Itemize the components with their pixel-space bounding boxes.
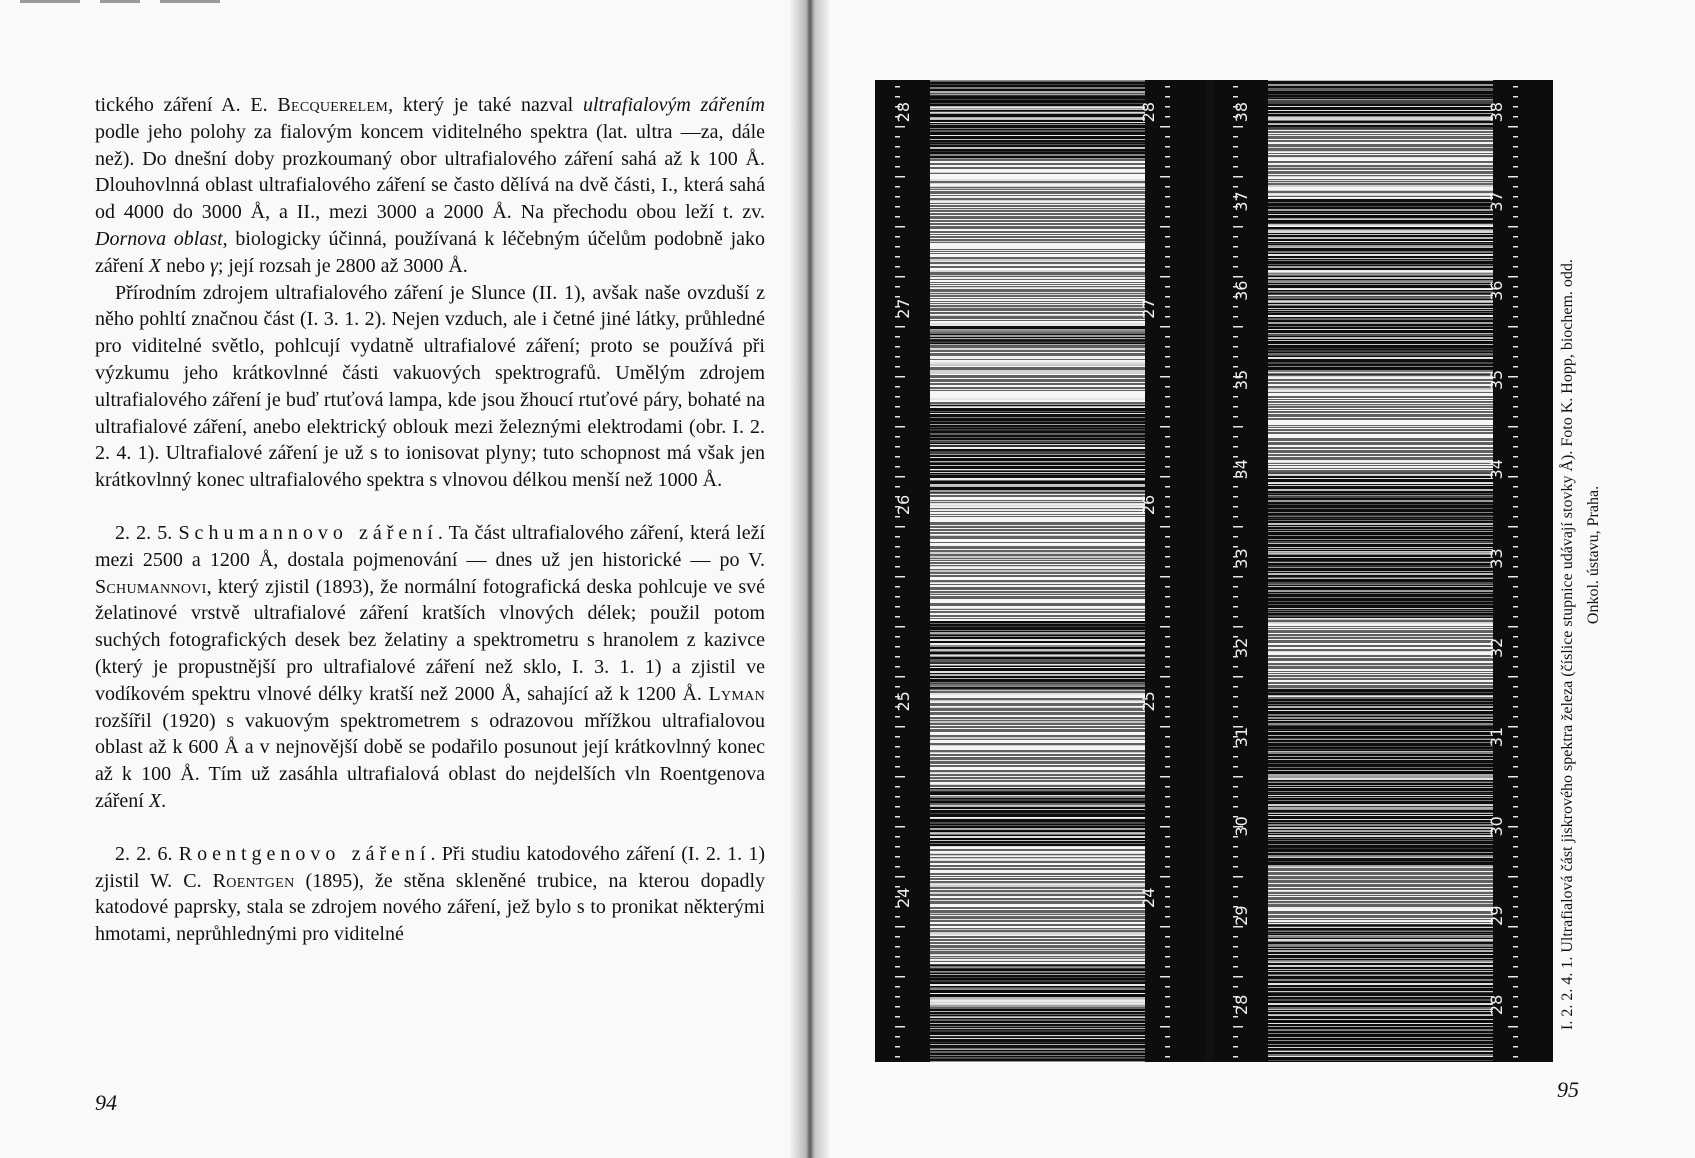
spectrum-strip-upper-range [875, 80, 1205, 1062]
text-run: ; její rozsah je 2800 až 3000 Å. [217, 254, 468, 277]
text-run: 2. 2. 6. [115, 842, 179, 865]
scale-label: 38 [1232, 102, 1251, 123]
scale-label: 37 [1232, 191, 1251, 212]
text-run: Schumannovi [95, 575, 207, 598]
scale-label: 36 [1232, 280, 1251, 301]
scale-label: 34 [1487, 459, 1506, 480]
text-run: Přírodním zdrojem ultrafialového záření je Slunce (II. 1), avšak naše ovzduší z něho pohltí značnou část (I. 3. 1. 2). Nejen vzduch, ale i četné jiné látky, průhledné pro viditelné světlo, pohlcují vydatně ultrafialové záření; proto se používá při výzkumu jeho krátkovlnné části vakuových spektrografů. Umělým zdrojem ultrafialového záření je buď rtuťová lampa, kde jsou žhoucí rtuťové páry, bohaté na ultrafialové záření, anebo elektrický oblouk mezi železnými elektrodami (obr. I. 2. 2. 4. 1). Ultrafialové záření je už s to ionisovat plyny; tuto schopnost má však jen krátkovlnný konec ultrafialového spektra s vlnovou délkou menší než 1000 Å. [95, 281, 765, 492]
text-run: Roentgen [212, 869, 295, 892]
scale-label: 37 [1487, 191, 1506, 212]
text-run: 2. 2. 5. [115, 521, 179, 544]
page-number-right: 95 [1557, 1077, 1579, 1102]
spectrum-photograph [875, 80, 1553, 1062]
scale-label: 28 [1139, 102, 1158, 123]
text-run: podle jeho polohy za fialovým koncem viditelného spektra (lat. ultra —za, dále než). Do dnešní doby prozkoumaný obor ultrafialového záření sahá až k 100 Å. Dlouhovlnná oblast ultrafialového záření se často dělívá na dvě části, I., která sahá od 4000 do 3000 Å, a II., mezi 3000 a 2000 Å. Na přechodu obou leží t. zv. [95, 120, 765, 224]
scale-label: 38 [1487, 102, 1506, 123]
text-run: , který zjistil (1893), že normální fotografická deska pohlcuje ve své želatinové vrstvě ultrafialové záření kratších vlnových délek; použil potom suchých fotografických desek bez želatiny a spektrometru s hranolem z kazivce (který je propustnější pro ultrafialové záření než sklo, I. 3. 1. 1) a zjistil ve vodíkovém spektru vlnové délky kratší než 2000 Å, sahající až k 1200 Å. [95, 575, 765, 705]
text-run: Becquerelem [277, 94, 389, 116]
scale-label: 33 [1487, 548, 1506, 569]
scale-label: 34 [1232, 459, 1251, 480]
scale-label: 35 [1232, 369, 1251, 391]
scale-label: 30 [1232, 816, 1251, 837]
scale-label: 26 [894, 494, 913, 516]
scan-mark [160, 0, 220, 3]
text-run: Roentgenovo záření [178, 842, 431, 865]
spectrum-svg [1213, 80, 1553, 1062]
left-page [0, 0, 812, 1158]
scale-label: 24 [894, 887, 913, 908]
scale-label: 26 [1139, 494, 1158, 516]
scale-label: 36 [1487, 280, 1506, 301]
scale-label: 29 [1487, 905, 1506, 926]
book-gutter [790, 0, 830, 1158]
scale-label: 28 [1232, 994, 1251, 1016]
text-run: . Ta část ultrafialového záření, která leží mezi 2500 a 1200 Å, dostala pojmenování — dnes už jen historické — po V. [95, 521, 766, 571]
text-run: X [148, 789, 162, 812]
scale-label: 32 [1487, 637, 1506, 658]
caption-line-1: I. 2. 2. 4. 1. Ultrafialová část jiskrového spektra železa (číslice stupnice udávají stovky Å). Foto K. Hopp, biochem. odd. [1559, 259, 1576, 1030]
body-text [95, 92, 765, 948]
text-run: Dornova oblast [95, 227, 223, 250]
text-run: γ [209, 254, 218, 277]
text-run: ultrafialovým zářením [583, 94, 765, 116]
text-run: rozšířil (1920) s vakuovým spektrometrem s odrazovou mřížkou ultrafialovou oblast až k 600 Å a v nejnovější době se podařilo posunout její krátkovlnný konec až k 100 Å. Tím už zasáhla ultrafialová oblast do nejdelších vln Roentgenova záření [95, 709, 765, 812]
scale-label: 35 [1487, 369, 1506, 391]
text-run: , který je také nazval [388, 94, 583, 116]
text-run: , biologicky účinná, používaná k léčebným účelům podobně jako záření [95, 227, 765, 277]
caption-line-2: Onkol. ústavu, Praha. [1585, 485, 1602, 625]
scale-label: 25 [894, 691, 913, 712]
spectrum-strip-lower-range [1213, 80, 1553, 1062]
text-run: . Při studiu katodového záření (I. 2. 1. 1) zjistil W. C. [95, 842, 766, 892]
paragraph-gap [95, 815, 765, 841]
paragraph [95, 92, 765, 280]
scale-label: 24 [1139, 887, 1158, 908]
scan-mark [20, 0, 80, 3]
scale-label: 32 [1232, 637, 1251, 658]
page-number-left: 94 [95, 1090, 117, 1115]
text-run: X [148, 254, 162, 277]
text-run: Lyman [708, 682, 765, 705]
text-run: . [161, 789, 167, 812]
text-run: (1895), že stěna skleněné trubice, na kterou dopadly katodové paprsky, stala se zdrojem nového záření, jež bylo s to pronikat některými hmotami, neprůhlednými pro viditelné [95, 869, 765, 946]
scale-label: 31 [1487, 726, 1506, 748]
paragraph [95, 280, 765, 494]
scale-label: 28 [894, 102, 913, 123]
spectrum-svg [875, 80, 1205, 1062]
scale-label: 28 [1487, 994, 1506, 1016]
paragraph [95, 520, 765, 815]
scale-label: 33 [1232, 548, 1251, 569]
figure-caption [1555, 80, 1625, 1030]
scale-label: 27 [1139, 298, 1158, 319]
paragraph-gap [95, 494, 765, 520]
paragraph [95, 841, 765, 948]
text-run: tického záření A. E. [95, 94, 278, 116]
text-run: Schumannovo záření [178, 521, 438, 544]
scale-label: 27 [894, 298, 913, 319]
text-run: nebo [161, 254, 210, 277]
scale-label: 30 [1487, 816, 1506, 837]
scale-label: 29 [1232, 905, 1251, 926]
scale-label: 31 [1232, 726, 1251, 748]
scan-mark [100, 0, 140, 3]
scale-label: 25 [1139, 691, 1158, 712]
